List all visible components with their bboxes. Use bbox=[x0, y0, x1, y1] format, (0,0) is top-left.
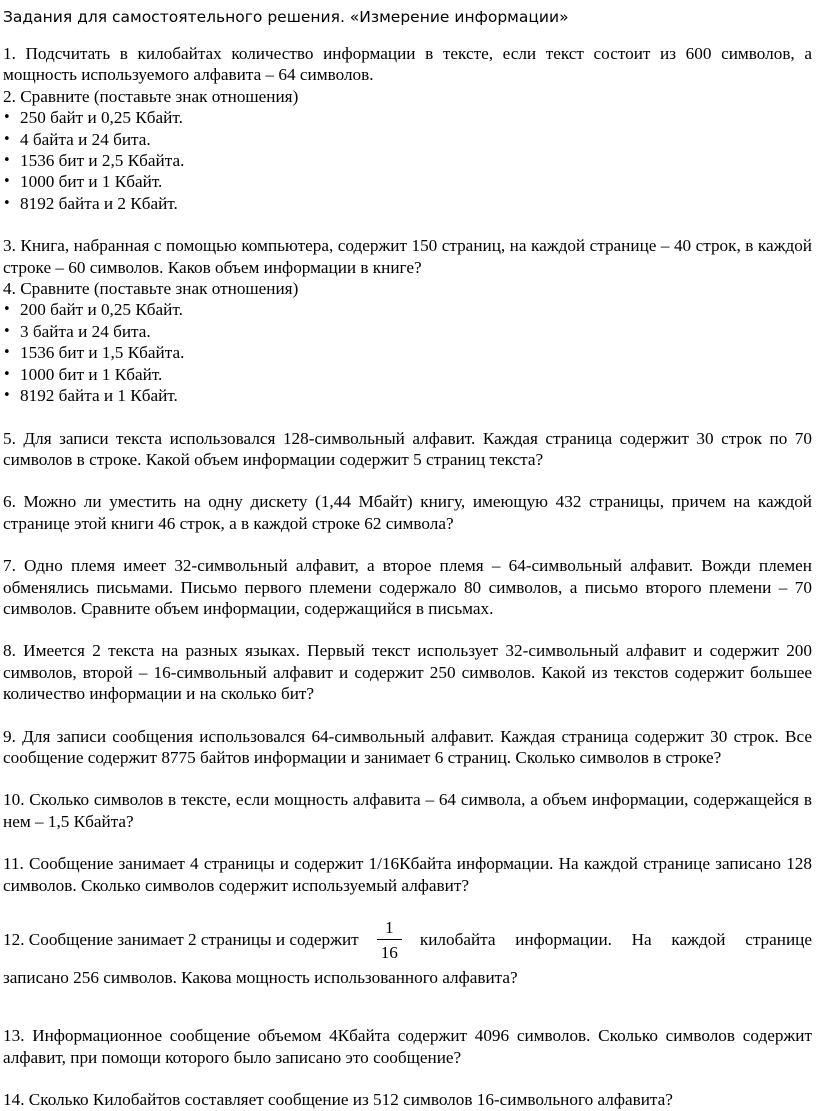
list-item: • 3 байта и 24 бита. bbox=[3, 321, 151, 341]
list-item: • 1000 бит и 1 Кбайт. bbox=[3, 172, 163, 192]
bullet-icon: • bbox=[3, 174, 11, 190]
bullet-icon: • bbox=[3, 366, 11, 382]
task-4 bbox=[3, 278, 812, 406]
fraction-denominator: 16 bbox=[377, 939, 402, 962]
list-item: • 8192 байта и 1 Кбайт. bbox=[3, 386, 178, 406]
task-4-items bbox=[3, 299, 812, 406]
list-item: • 1536 бит и 2,5 Кбайта. bbox=[3, 151, 185, 171]
task-8: 8. Имеется 2 текста на разных языках. Первый текст использует 32-символьный алфавит и содержит 200 символов, второй – 16-символьный алфавит и содержит 250 символов. Какой из текстов содержит большее количество информации и на сколько бит? bbox=[3, 641, 812, 704]
list-item: • 1000 бит и 1 Кбайт. bbox=[3, 364, 163, 384]
task-3: 3. Книга, набранная с помощью компьютера, содержит 150 страниц, на каждой странице – 40 строк, в каждой строке – 60 символов. Каков объем информации в книге? bbox=[3, 236, 812, 277]
list-item: • 250 байт и 0,25 Кбайт. bbox=[3, 108, 183, 128]
list-item: • 4 байта и 24 бита. bbox=[3, 129, 151, 149]
task-14: 14. Сколько Килобайтов составляет сообщение из 512 символов 16-символьного алфавита? bbox=[3, 1090, 673, 1110]
fraction bbox=[377, 918, 402, 962]
task-4-title: 4. Сравните (поставьте знак отношения) bbox=[3, 279, 299, 299]
task-1: 1. Подсчитать в килобайтах количество информации в тексте, если текст состоит из 600 символов, а мощность используемого алфавита – 64 символов. bbox=[3, 44, 812, 85]
bullet-icon: • bbox=[3, 388, 11, 404]
task-7: 7. Одно племя имеет 32-символьный алфавит, а второе племя – 64-символьный алфавит. Вожди племен обменялись письмами. Письмо первого племени содержало 80 символов, а письмо второго племени – 70 символов. Сравните объем информации, содержащийся в письмах. bbox=[3, 556, 812, 618]
list-item: • 200 байт и 0,25 Кбайт. bbox=[3, 300, 183, 320]
bullet-icon: • bbox=[3, 153, 11, 169]
fraction-numerator: 1 bbox=[384, 918, 394, 937]
task-11: 11. Сообщение занимает 4 страницы и содержит 1/16Кбайта информации. На каждой странице записано 128 символов. Сколько символов содержит используемый алфавит? bbox=[3, 854, 812, 895]
task-13: 13. Информационное сообщение объемом 4Кбайта содержит 4096 символов. Сколько символов содержит алфавит, при помощи которого было записано это сообщение? bbox=[3, 1026, 812, 1067]
task-5: 5. Для записи текста использовался 128-символьный алфавит. Каждая страница содержит 30 строк по 70 символов в строке. Какой объем информации содержит 5 страниц текста? bbox=[3, 428, 812, 469]
bullet-icon: • bbox=[3, 323, 11, 339]
task-12-text-line2: записано 256 символов. Какова мощность использованного алфавита? bbox=[3, 968, 518, 987]
task-9: 9. Для записи сообщения использовался 64-символьный алфавит. Каждая страница содержит 30 строк. Все сообщение содержит 8775 байтов информации и занимает 6 страниц. Сколько символов в строке? bbox=[3, 726, 812, 767]
task-12-text-after: килобайта информации. На каждой странице bbox=[419, 930, 812, 950]
bullet-icon: • bbox=[3, 195, 11, 211]
task-2 bbox=[3, 86, 812, 214]
task-6: 6. Можно ли уместить на одну дискету (1,44 Мбайт) книгу, имеющую 432 страницы, причем на каждой странице этой книги 46 строк, а в каждой строке 62 символа? bbox=[3, 492, 812, 533]
task-12 bbox=[3, 917, 812, 988]
task-2-items bbox=[3, 107, 812, 214]
task-list bbox=[3, 43, 812, 1111]
list-item: • 1536 бит и 1,5 Кбайта. bbox=[3, 343, 185, 363]
task-10: 10. Сколько символов в тексте, если мощность алфавита – 64 символа, а объем информации, содержащейся в нем – 1,5 Кбайта? bbox=[3, 790, 812, 831]
task-2-title: 2. Сравните (поставьте знак отношения) bbox=[3, 86, 299, 106]
bullet-icon: • bbox=[3, 302, 11, 318]
list-item: • 8192 байта и 2 Кбайт. bbox=[3, 193, 178, 213]
bullet-icon: • bbox=[3, 345, 11, 361]
page-title: Задания для самостоятельного решения. «Измерение информации» bbox=[3, 8, 569, 26]
bullet-icon: • bbox=[3, 131, 11, 147]
task-12-text-before: 12. Сообщение занимает 2 страницы и содержит bbox=[3, 930, 359, 950]
bullet-icon: • bbox=[3, 110, 11, 126]
